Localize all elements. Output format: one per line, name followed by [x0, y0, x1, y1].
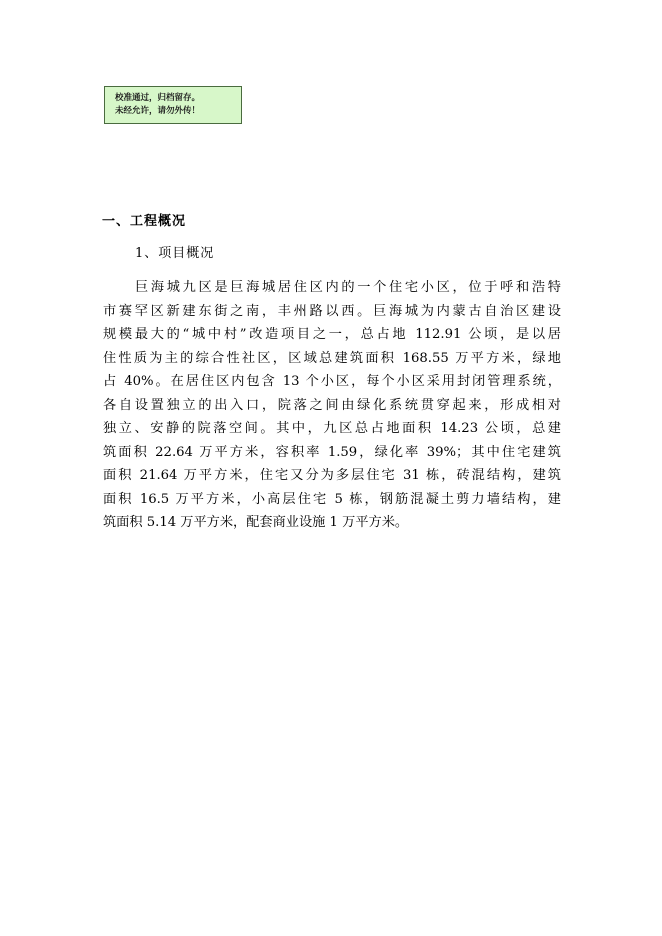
stamp-line-1: 校准通过，归档留存。 — [115, 93, 201, 103]
stamp-line-2: 未经允许，请勿外传！ — [115, 106, 201, 116]
paragraph-line: 市赛罕区新建东街之南，丰州路以西。巨海城为内蒙古自治区建设 — [103, 303, 561, 319]
paragraph-line: 住性质为主的综合性社区，区域总建筑面积 168.55 万平方米，绿地 — [103, 350, 561, 366]
paragraph-line: 巨海城九区是巨海城居住区内的一个住宅小区，位于呼和浩特 — [135, 280, 561, 295]
paragraph-line: 筑面积 22.64 万平方米，容积率 1.59，绿化率 39%；其中住宅建筑 — [103, 444, 561, 460]
project-overview-paragraph — [103, 276, 561, 535]
paragraph-line: 规模最大的“城中村”改造项目之一，总占地 112.91 公顷，是以居 — [103, 327, 561, 342]
approval-stamp — [104, 86, 242, 124]
paragraph-line: 独立、安静的院落空间。其中，九区总占地面积 14.23 公顷，总建 — [103, 421, 561, 436]
paragraph-line: 占 40%。在居住区内包含 13 个小区，每个小区采用封闭管理系统， — [103, 374, 561, 389]
paragraph-line: 面积 16.5 万平方米，小高层住宅 5 栋，钢筋混凝土剪力墙结构，建 — [103, 491, 561, 507]
paragraph-line: 筑面积 5.14 万平方米，配套商业设施 1 万平方米。 — [103, 515, 409, 530]
paragraph-line: 面积 21.64 万平方米，住宅又分为多层住宅 31 栋，砖混结构，建筑 — [103, 468, 561, 483]
subsection-heading: 1、项目概况 — [135, 246, 215, 261]
section-heading: 一、工程概况 — [102, 214, 187, 229]
paragraph-line: 各自设置独立的出入口，院落之间由绿化系统贯穿起来，形成相对 — [103, 397, 561, 413]
